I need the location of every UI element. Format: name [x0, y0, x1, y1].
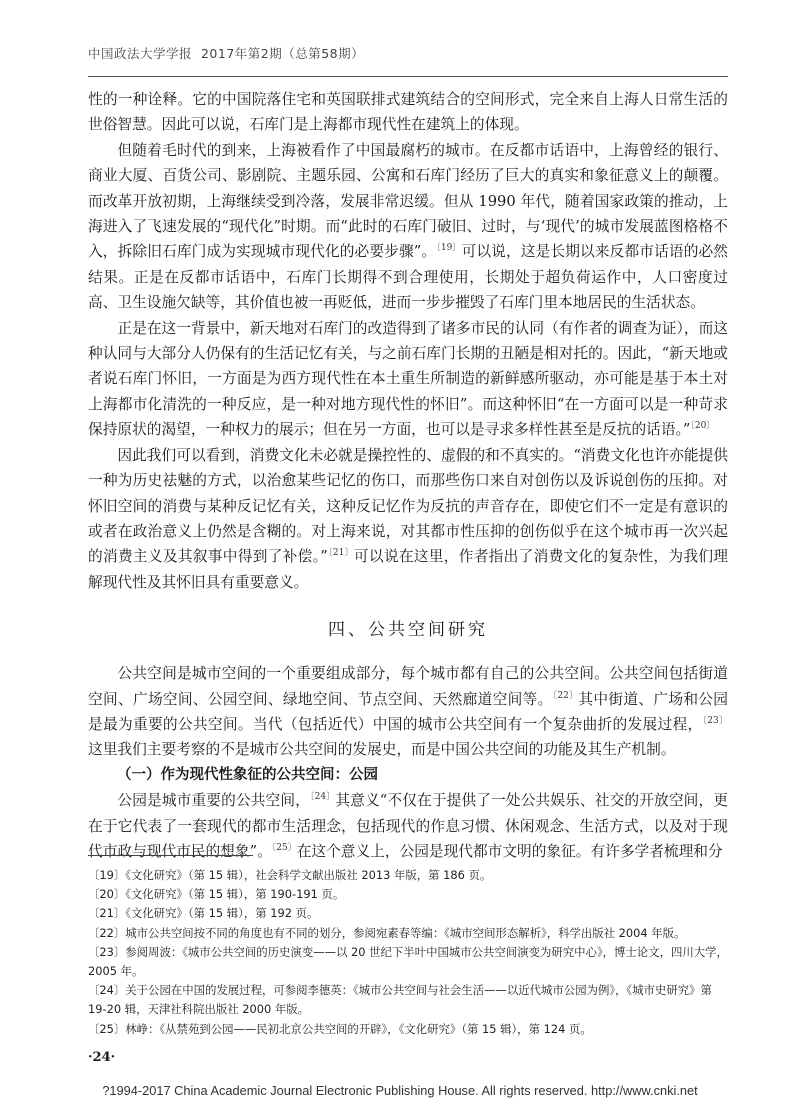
- paragraph-2: 但随着毛时代的到来，上海被看作了中国最腐朽的城市。在反都市话语中，上海曾经的银行、商业大厦、百货公司、影剧院、主题乐园、公寓和石库门经历了巨大的真实和象征意义上的颠覆。而改革开放初期，上海继续受到冷落，发展非常迟缓。但从 1990 年代，随着国家政策的推动，上海进入了飞速发展的“现代化”时期。而“此时的石库门破旧、过时，与‘现代’的城市发展蓝图格格不入，拆除旧石库门成为实现城市现代化的必要步骤”。$^{〔19〕}$可以说，这是长期以来反都市话语的必然结果。正是在反都市话语中，石库门长期得不到合理使用，长期处于超负荷运作中，人口密度过高、卫生设施欠缺等，其价值也被一再贬低，进而一步步摧毁了石库门里本地居民的生活状态。: [88, 141, 728, 312]
- header-rule: [88, 76, 728, 77]
- footnote-20: 〔20〕《文化研究》（第 15 辑），第 190-191 页。: [88, 887, 345, 902]
- footnote-19: 〔19〕《文化研究》（第 15 辑），社会科学文献出版社 2013 年版，第 186 页。: [88, 868, 492, 882]
- footnotes: [88, 866, 728, 1039]
- section-title: 四、公共空间研究: [328, 620, 488, 641]
- page-number: ·24·: [88, 1050, 116, 1065]
- footnote-rule: [88, 855, 253, 856]
- ref-20: 〔20〕: [690, 421, 716, 432]
- copyright-notice: ?1994-2017 China Academic Journal Electronic Publishing House. All rights reserved. http://www.cnki.net: [102, 1083, 698, 1098]
- subsection-title: （一）作为现代性象征的公共空间：公园: [117, 766, 378, 783]
- paragraph-6: 公园是城市重要的公共空间，$^{〔24〕}$其意义“不仅在于提供了一处公共娱乐、社交的开放空间，更在于它代表了一套现代的都市生活理念，包括现代的作息习惯、休闲观念、生活方式，以及对于现代市政与现代市民的想象”。$^{〔25〕}$在这个意义上，公园是现代都市文明的象征。有许多学者梳理和分: [88, 792, 729, 860]
- paragraph-4: 因此我们可以看到，消费文化未必就是操控性的、虚假的和不真实的。“消费文化也许亦能提供一种为历史祛魅的方式，以治愈某些记忆的伤口，而那些伤口来自对创伤以及诉说创伤的压抑。对怀旧空间的消费与某种反记忆有关，这种反记忆作为反抗的声音存在，即使它们不一定是有意识的或者在政治意义上仍然是含糊的。对上海来说，对其都市性压抑的创伤似乎在这个城市再一次兴起的消费主义及其叙事中得到了补偿。”$^{〔21〕}$可以说在这里，作者指出了消费文化的复杂性，为我们理解现代性及其怀旧具有重要意义。: [88, 446, 728, 591]
- paragraph-3: 正是在这一背景中，新天地对石库门的改造得到了诸多市民的认同（有作者的调查为证），而这种认同与大部分人仍保有的生活记忆有关，与之前石库门长期的丑陋是相对托的。因此，“新天地或者说石库门怀旧，一方面是为西方现代性在本土重生所制造的新鲜感所驱动，亦可能是基于本土对上海都市化清洗的一种反应，是一种对地方现代性的怀旧”。而这种怀旧“在一方面可以是一种苛求保持原状的渴望，一种权力的展示；但在另一方面，也可以是寻求多样性甚至是反抗的话语。”$^{〔20〕}$: [88, 319, 728, 439]
- ref-21: 〔21〕: [327, 548, 354, 559]
- footnote-24: 〔24〕关于公园在中国的发展过程，可参阅李德英：《城市公共空间与社会生活——以近代城市公园为例》，《城市史研究》第 19-20 辑，天津社科院出版社 2000 年版。: [88, 983, 712, 1017]
- footnote-25: 〔25〕林峥：《从禁苑到公园——民初北京公共空间的开辟》，《文化研究》（第 15 辑），第 124 页。: [88, 1021, 592, 1036]
- paragraph-5: 公共空间是城市空间的一个重要组成部分，每个城市都有自己的公共空间。公共空间包括街道空间、广场空间、公园空间、绿地空间、节点空间、天然廊道空间等。$^{〔22〕}$其中街道、广场和公园是最为重要的公共空间。当代（包括近代）中国的城市公共空间有一个复杂曲折的发展过程，$^{〔23〕}$这里我们主要考察的不是城市公共空间的发展史，而是中国公共空间的功能及其生产机制。: [88, 665, 728, 759]
- footnote-21: 〔21〕《文化研究》（第 15 辑），第 192 页。: [88, 906, 319, 921]
- footnote-23: 〔23〕参阅周波：《城市公共空间的历史演变——以 20 世纪下半叶中国城市公共空间演变为研究中心》，博士论文，四川大学，2005 年。: [88, 944, 728, 979]
- ref-19: 〔19〕: [436, 243, 462, 254]
- ref-24: 〔24〕: [309, 792, 336, 803]
- ref-22: 〔22〕: [552, 690, 579, 701]
- journal-name: 中国政法大学学报: [88, 46, 193, 61]
- article-body: [88, 87, 728, 864]
- ref-23: 〔23〕: [702, 716, 728, 727]
- paragraph-1: 性的一种诠释。它的中国院落住宅和英国联排式建筑结合的空间形式，完全来自上海人日常生活的世俗智慧。因此可以说，石库门是上海都市现代性在建筑上的体现。: [88, 91, 728, 134]
- ref-25: 〔25〕: [271, 843, 297, 854]
- footnote-22: 〔22〕城市公共空间按不同的角度也有不同的划分，参阅宛素春等编：《城市空间形态解析》，科学出版社 2004 年版。: [88, 925, 686, 940]
- issue-info: 2017年第2期（总第58期）: [200, 46, 365, 61]
- running-header: [88, 44, 728, 62]
